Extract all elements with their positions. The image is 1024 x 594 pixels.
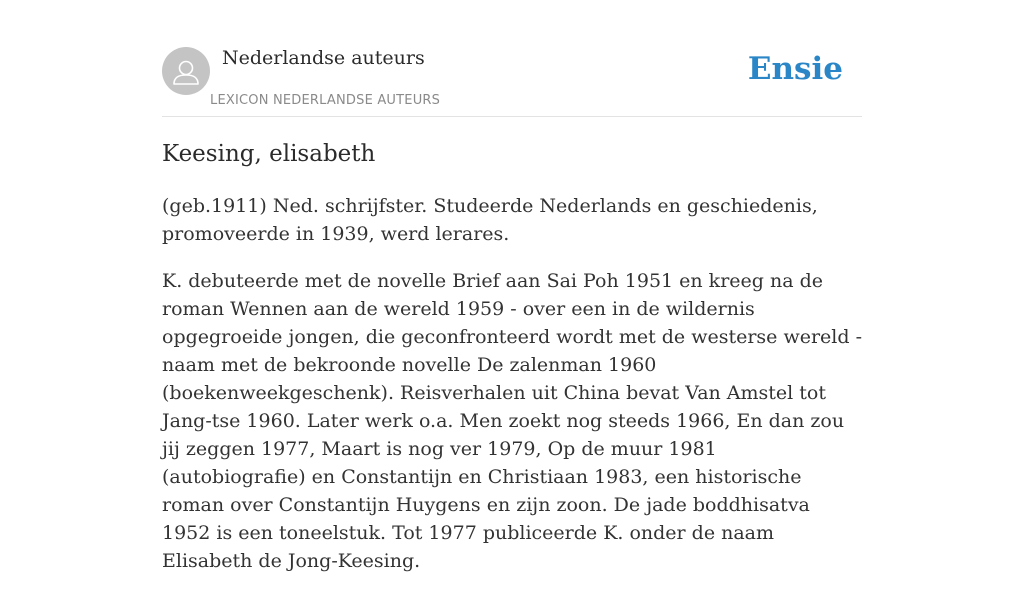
site-header	[162, 0, 862, 117]
article-paragraph-1: (geb.1911) Ned. schrijfster. Studeerde Nederlands en geschiedenis, promoveerde in 1939, werd lerares.	[162, 195, 818, 245]
article-title: Keesing, elisabeth	[162, 141, 376, 167]
collection-label[interactable]: LEXICON NEDERLANDSE AUTEURS	[210, 93, 441, 108]
article-body	[162, 192, 862, 594]
user-avatar-icon[interactable]	[162, 47, 210, 95]
brand-logo[interactable]: Ensie	[747, 51, 843, 87]
article-paragraph-2: K. debuteerde met de novelle Brief aan Sai Poh 1951 en kreeg na de roman Wennen aan de wereld 1959 - over een in de wildernis opgegroeide jongen, die geconfronteerd wordt met de westerse wereld - naam met de bekroonde novelle De zalenman 1960 (boekenweekgeschenk). Reisverhalen uit China bevat Van Amstel tot Jang-tse 1960. Later werk o.a. Men zoekt nog steeds 1966, En dan zou jij zeggen 1977, Maart is nog ver 1979, Op de muur 1981 (autobiografie) en Constantijn en Christiaan 1983, een historische roman over Constantijn Huygens en zijn zoon. De jade boddhisatva 1952 is een toneelstuk. Tot 1977 publiceerde K. onder de naam Elisabeth de Jong-Keesing.	[162, 270, 862, 572]
author-name-link[interactable]: Nederlandse auteurs	[222, 47, 425, 69]
